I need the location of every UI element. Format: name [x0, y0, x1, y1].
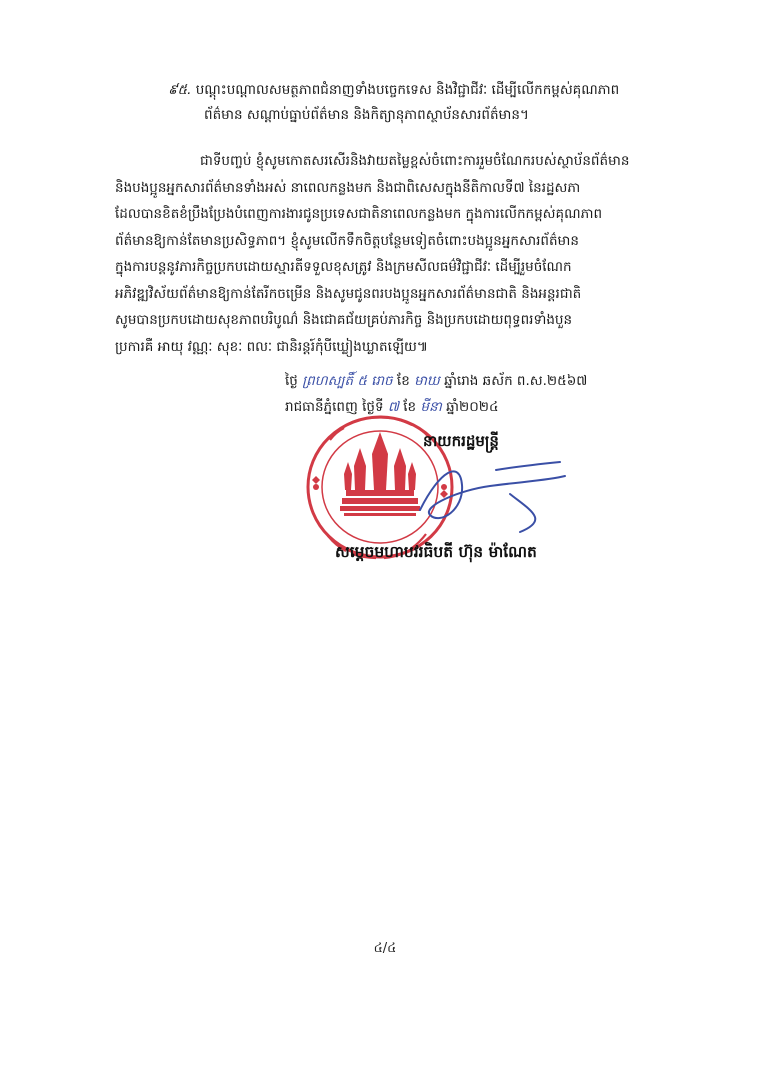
- paragraph-line: និងបងប្អូនអ្នកសារព័ត៌មានទាំងអស់ នាពេលកន្លងមក និងជាពិសេសក្នុងនីតិកាលទី៧ នៃរដ្ឋសភា: [115, 179, 581, 196]
- handwritten-day-number: ៧: [387, 399, 399, 415]
- signatory-name: សម្តេចមហាបវរធិបតី ហ៊ុន ម៉ាណែត: [335, 543, 537, 561]
- month-prefix: ខែ: [396, 373, 410, 389]
- paragraph-line: ប្រការគឺ អាយុ វណ្ណៈ សុខៈ ពលៈ ជានិរន្តរ៍កុំបីឃ្លៀងឃ្លាតឡើយ៕: [115, 338, 429, 355]
- place-prefix: រាជធានីភ្នំពេញ ថ្ងៃទី: [285, 399, 384, 415]
- handwritten-month: មាឃ: [414, 373, 440, 389]
- year2-text: ឆ្នាំ២០២៤: [446, 399, 499, 415]
- closing-paragraph: [115, 148, 685, 360]
- paragraph-line: ក្នុងការបន្តនូវភារកិច្ចប្រកបដោយស្មារតីទទួលខុសត្រូវ និងក្រមសីលធម៌វិជ្ជាជីវៈ ដើម្បីរួមចំណែក: [115, 259, 572, 275]
- item-number: ៩៥.: [168, 82, 192, 98]
- month2-prefix: ខែ: [403, 399, 417, 415]
- paragraph-line: ជាទីបញ្ចប់ ខ្ញុំសូមកោតសរសើរនិងវាយតម្លៃខ្ពស់ចំពោះការរួមចំណែករបស់ស្ថាប័នព័ត៌មាន: [200, 153, 630, 169]
- page-number: ៤/៤: [373, 941, 397, 956]
- item-line-1: បណ្តុះបណ្តាលសមត្ថភាពជំនាញទាំងបច្ចេកទេស និងវិជ្ជាជីវៈ ដើម្បីលើកកម្ពស់គុណភាព: [195, 82, 620, 98]
- paragraph-line: សូមបានប្រកបដោយសុខភាពបរិបូណ៌ និងជោគជ័យគ្រប់ភារកិច្ច និងប្រកបដោយពុទ្ធពរទាំងបួន: [115, 312, 573, 328]
- paragraph-line: អភិវឌ្ឍវិស័យព័ត៌មានឱ្យកាន់តែរីកចម្រើន និងសូមជូនពរបងប្អូនអ្នកសារព័ត៌មានជាតិ និងអន្តរជាតិ: [115, 285, 582, 302]
- year-text: ឆ្នាំរោង ឆស័ក ព.ស.២៥៦៧: [444, 373, 588, 389]
- signatory-role: នាយករដ្ឋមន្ត្រី: [423, 432, 499, 450]
- item-9: [168, 78, 688, 128]
- handwritten-day: ព្រហស្បតិ៍ ៥ រោច: [302, 373, 393, 389]
- day-prefix: ថ្ងៃ: [285, 373, 298, 389]
- paragraph-line: ដែលបានខិតខំប្រឹងប្រែងបំពេញការងារជូនប្រទេសជាតិនាពេលកន្លងមក ក្នុងការលើកកម្ពស់គុណភាព: [115, 206, 603, 222]
- handwritten-month-2: មីនា: [420, 399, 442, 415]
- signature-icon: [400, 440, 570, 540]
- paragraph-line: ព័ត៌មានឱ្យកាន់តែមានប្រសិទ្ធភាព។ ខ្ញុំសូមលើកទឹកចិត្តបន្ថែមទៀតចំពោះបងប្អូនអ្នកសារព័ត៌មាន: [115, 232, 579, 249]
- item-line-2: ព័ត៌មាន សណ្តាប់ធ្នាប់ព័ត៌មាន និងកិត្យានុភាពស្ថាប័នសារព័ត៌មាន។: [204, 107, 529, 123]
- lunar-date-line: [285, 368, 695, 394]
